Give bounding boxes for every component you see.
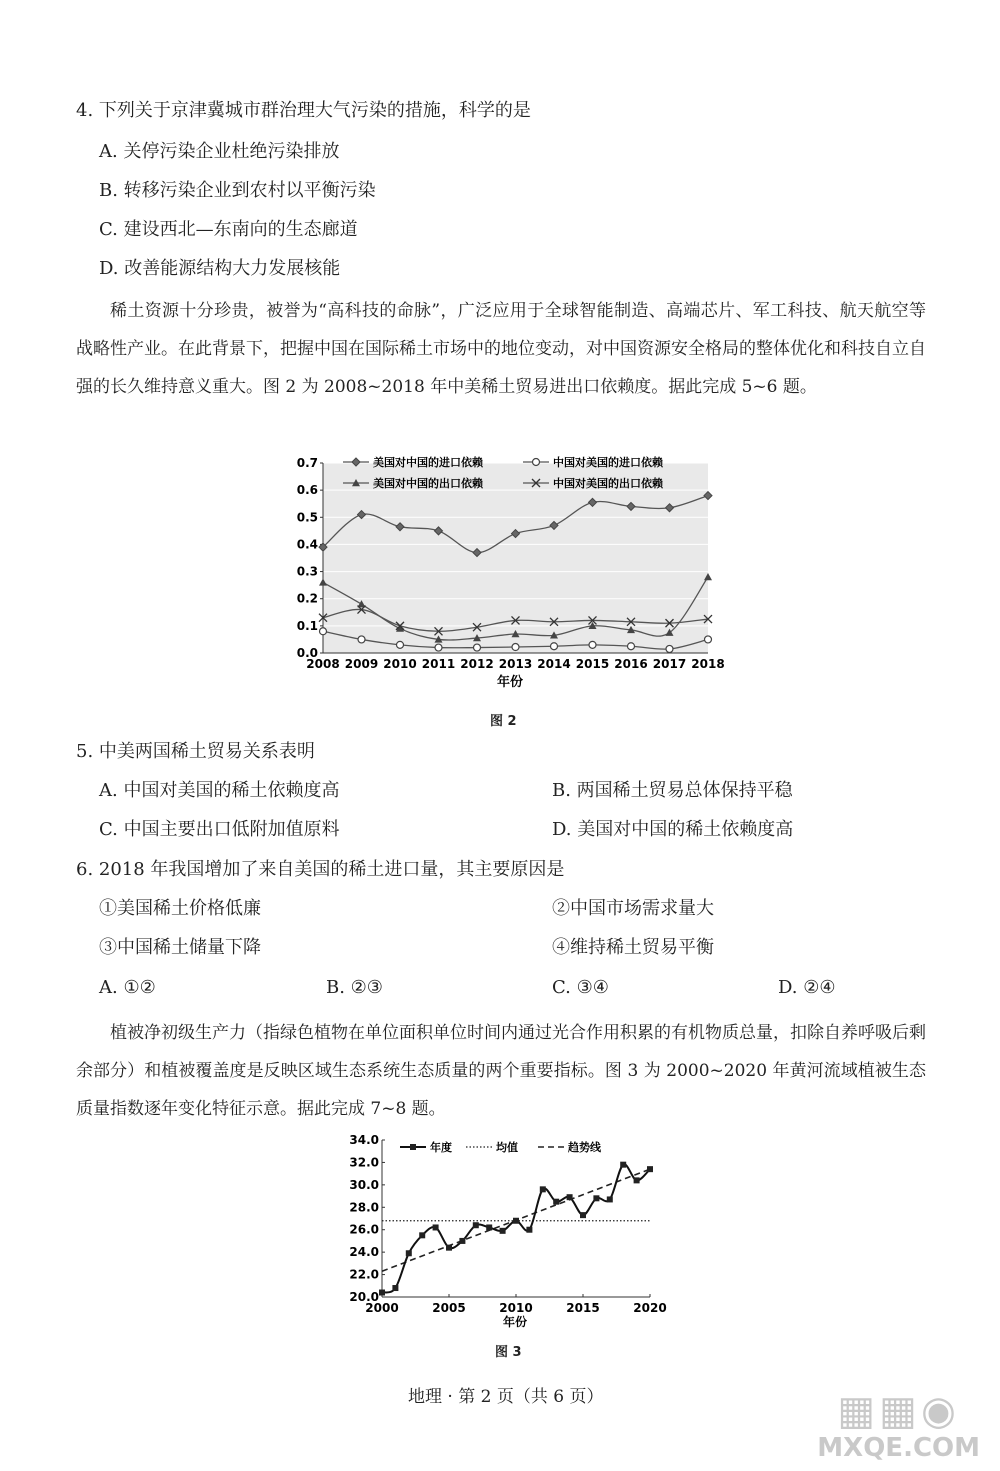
q5-option-a: A. 中国对美国的稀土依赖度高 bbox=[99, 780, 340, 801]
y-tick-label: 32.0 bbox=[349, 1155, 379, 1170]
x-tick-label: 2015 bbox=[566, 1301, 600, 1315]
legend-label-trend: 趋势线 bbox=[568, 1141, 601, 1154]
q5-option-d: D. 美国对中国的稀土依赖度高 bbox=[552, 819, 794, 840]
annual-point bbox=[634, 1177, 640, 1183]
annual-point bbox=[486, 1224, 492, 1230]
figure-2-x-axis-label: 年份 bbox=[496, 675, 524, 690]
annual-point bbox=[392, 1285, 398, 1291]
annual-point bbox=[540, 1186, 546, 1192]
x-tick-label: 2005 bbox=[432, 1301, 466, 1315]
y-tick-label: 0.4 bbox=[296, 537, 318, 552]
q5-option-c: C. 中国主要出口低附加值原料 bbox=[99, 819, 340, 840]
annual-point bbox=[526, 1227, 532, 1233]
x-tick-label: 2010 bbox=[499, 1301, 533, 1315]
q5-stem: 5. 中美两国稀土贸易关系表明 bbox=[76, 741, 315, 762]
q4-option-b: B. 转移污染企业到农村以平衡污染 bbox=[99, 180, 376, 201]
page-footer: 地理 · 第 2 页（共 6 页） bbox=[408, 1387, 604, 1407]
y-tick-label: 0.2 bbox=[296, 591, 318, 606]
series-2-point bbox=[435, 644, 442, 651]
q4-stem: 4. 下列关于京津冀城市群治理大气污染的措施，科学的是 bbox=[76, 100, 531, 121]
y-tick-label: 0.3 bbox=[296, 564, 318, 579]
annual-point bbox=[647, 1166, 653, 1172]
x-tick-label: 2020 bbox=[633, 1301, 667, 1315]
annual-point bbox=[607, 1196, 613, 1202]
annual-point bbox=[406, 1250, 412, 1256]
annual-point bbox=[620, 1162, 626, 1168]
series-2-point bbox=[551, 643, 558, 650]
figure-3-x-axis-label: 年份 bbox=[502, 1315, 528, 1329]
y-tick-label: 28.0 bbox=[349, 1200, 379, 1215]
q6-option-b: B. ②③ bbox=[326, 977, 383, 998]
watermark-text: MXQE.COM bbox=[817, 1433, 980, 1463]
q4-option-c: C. 建设西北—东南向的生态廊道 bbox=[99, 219, 358, 240]
annual-point bbox=[593, 1195, 599, 1201]
x-tick-label: 2012 bbox=[460, 657, 494, 671]
x-tick-label: 2011 bbox=[421, 657, 456, 671]
annual-point bbox=[446, 1245, 452, 1251]
y-tick-label: 0.0 bbox=[296, 646, 318, 660]
figure-2-chart bbox=[278, 450, 728, 695]
x-tick-label: 2010 bbox=[383, 657, 417, 671]
annual-point bbox=[379, 1290, 385, 1296]
annual-point bbox=[433, 1224, 439, 1230]
series-2-point bbox=[512, 644, 519, 651]
legend-label-2: 中国对美国的进口依赖 bbox=[553, 456, 663, 469]
annual-point bbox=[553, 1199, 559, 1205]
y-tick-label: 26.0 bbox=[349, 1222, 379, 1237]
y-tick-label: 20.0 bbox=[349, 1290, 379, 1304]
q5-option-b: B. 两国稀土贸易总体保持平稳 bbox=[552, 780, 793, 801]
annual-point bbox=[419, 1232, 425, 1238]
x-tick-label: 2018 bbox=[691, 657, 725, 671]
q6-option-d: D. ②④ bbox=[778, 977, 836, 998]
legend-label-4: 中国对美国的出口依赖 bbox=[553, 477, 663, 490]
legend-label-1: 美国对中国的进口依赖 bbox=[373, 456, 483, 469]
annual-point bbox=[500, 1228, 506, 1234]
x-tick-label: 2017 bbox=[652, 657, 687, 671]
annual-point bbox=[459, 1238, 465, 1244]
legend-label-annual: 年度 bbox=[430, 1141, 452, 1154]
series-2-point bbox=[397, 641, 404, 648]
y-tick-label: 22.0 bbox=[349, 1267, 379, 1282]
legend-marker bbox=[533, 459, 540, 466]
series-2-point bbox=[705, 636, 712, 643]
y-tick-label: 0.7 bbox=[296, 456, 318, 470]
x-tick-label: 2014 bbox=[537, 657, 571, 671]
series-2-point bbox=[474, 644, 481, 651]
passage-vegetation: 植被净初级生产力（指绿色植物在单位面积单位时间内通过光合作用积累的有机物质总量，扣除自养呼吸后剩余部分）和植被覆盖度是反映区域生态系统生态质量的两个重要指标。图 3 为 2000~2020 年黄河流域植被生态质量指数逐年变化特征示意。据此完成 7~8 题。 bbox=[76, 1023, 926, 1119]
legend-label-mean: 均值 bbox=[496, 1141, 518, 1154]
q6-statement-2: ②中国市场需求量大 bbox=[552, 898, 714, 919]
x-tick-label: 2009 bbox=[344, 657, 379, 671]
q4-option-d: D. 改善能源结构大力发展核能 bbox=[99, 258, 341, 279]
series-2-point bbox=[358, 636, 365, 643]
q4-option-a: A. 关停污染企业杜绝污染排放 bbox=[99, 141, 340, 162]
series-2-point bbox=[320, 628, 327, 635]
y-tick-label: 30.0 bbox=[349, 1177, 379, 1192]
series-2-point bbox=[589, 641, 596, 648]
annual-point bbox=[513, 1218, 519, 1224]
annual-point bbox=[580, 1212, 586, 1218]
passage-rare-earth: 稀土资源十分珍贵，被誉为“高科技的命脉”，广泛应用于全球智能制造、高端芯片、军工科技、航天航空等战略性产业。在此背景下，把握中国在国际稀土市场中的地位变动，对中国资源安全格局的整体优化和科技自立自强的长久维持意义重大。图 2 为 2008~2018 年中美稀土贸易进出口依赖度。据此完成 5~6 题。 bbox=[76, 301, 926, 397]
x-tick-label: 2000 bbox=[365, 1301, 399, 1315]
y-tick-label: 0.1 bbox=[296, 618, 318, 633]
x-tick-label: 2015 bbox=[575, 657, 610, 671]
x-tick-label: 2008 bbox=[306, 657, 340, 671]
annual-point bbox=[567, 1194, 573, 1200]
legend-marker-annual bbox=[410, 1144, 416, 1150]
q6-option-a: A. ①② bbox=[99, 977, 156, 998]
y-tick-label: 24.0 bbox=[349, 1245, 379, 1260]
plot-background bbox=[323, 463, 708, 653]
figure-3-chart bbox=[330, 1130, 675, 1330]
figure-2-caption: 图 2 bbox=[490, 714, 517, 729]
x-tick-label: 2013 bbox=[498, 657, 533, 671]
q6-statement-4: ④维持稀土贸易平衡 bbox=[552, 937, 714, 958]
figure-3-caption: 图 3 bbox=[495, 1345, 522, 1360]
annual-line bbox=[382, 1164, 650, 1292]
legend-label-3: 美国对中国的出口依赖 bbox=[373, 477, 483, 490]
y-tick-label: 34.0 bbox=[349, 1133, 379, 1147]
y-tick-label: 0.5 bbox=[296, 510, 318, 525]
q6-statement-3: ③中国稀土储量下降 bbox=[99, 937, 261, 958]
series-2-point bbox=[666, 645, 673, 652]
x-tick-label: 2016 bbox=[614, 657, 648, 671]
y-tick-label: 0.6 bbox=[296, 483, 318, 498]
watermark-logo bbox=[817, 1389, 980, 1463]
q6-stem: 6. 2018 年我国增加了来自美国的稀土进口量，其主要原因是 bbox=[76, 859, 565, 880]
q6-statement-1: ①美国稀土价格低廉 bbox=[99, 898, 261, 919]
q6-option-c: C. ③④ bbox=[552, 977, 609, 998]
series-2-point bbox=[628, 643, 635, 650]
annual-point bbox=[473, 1222, 479, 1228]
watermark-emblem: ▦▦◉ bbox=[837, 1388, 960, 1434]
